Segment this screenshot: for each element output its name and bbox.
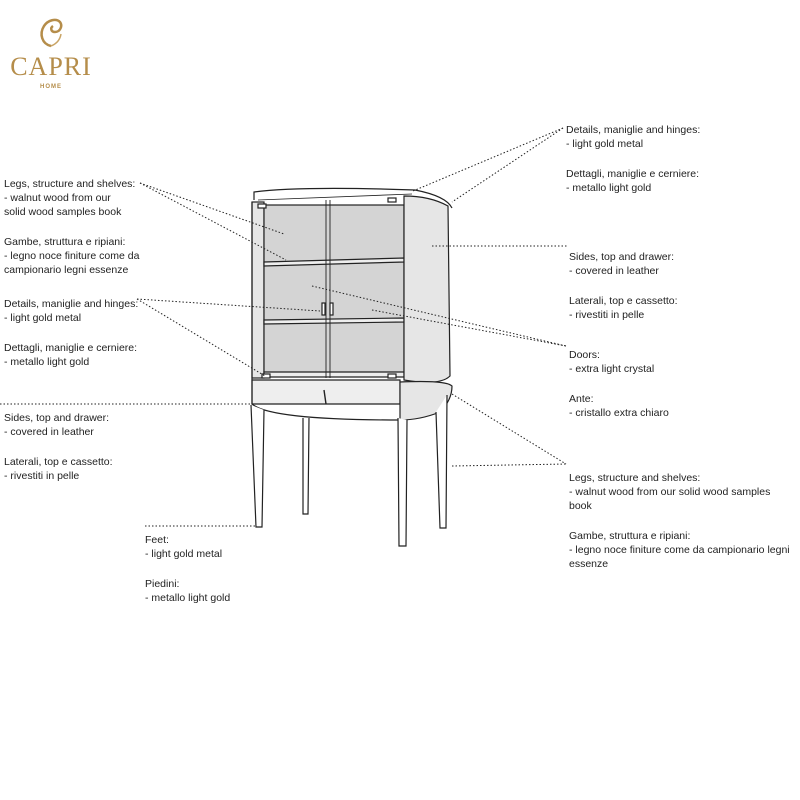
label-legs-right-it-title: Gambe, struttura e ripiani: [569,530,691,542]
label-feet-en-value: - light gold metal [145,548,223,560]
annotation-sides-left [4,411,113,499]
label-doors-en-value: - extra light crystal [569,363,655,375]
label-legs-right-en-value-1: - walnut wood from our solid wood samples [569,486,771,498]
label-details-en-value: - light gold metal [566,138,644,150]
annotation-legs-right [569,471,790,587]
label-sides-left-en-title: Sides, top and drawer: [4,412,110,424]
label-sides-right-it-value: - rivestiti in pelle [569,309,645,321]
annotation-details-top-right [566,123,700,211]
label-doors-en-title: Doors: [569,349,600,361]
label-details-it-title: Dettagli, maniglie e cerniere: [566,168,700,180]
logo-subtitle: HOME [40,84,62,90]
annotation-details-left [4,297,138,385]
label-details-left-it-value: - metallo light gold [4,356,90,368]
label-details-left-en-value: - light gold metal [4,312,82,324]
annotation-sides-right [569,250,678,338]
label-legs-it-value-2: campionario legni essenze [4,264,129,276]
label-sides-right-en-value: - covered in leather [569,265,659,277]
label-sides-left-it-title: Laterali, top e cassetto: [4,456,113,468]
annotation-doors-right [569,348,669,436]
label-sides-left-en-value: - covered in leather [4,426,94,438]
label-legs-it-title: Gambe, struttura e ripiani: [4,236,126,248]
label-doors-it-value: - cristallo extra chiaro [569,407,669,419]
label-details-en-title: Details, maniglie and hinges: [566,124,701,136]
label-sides-left-it-value: - rivestiti in pelle [4,470,80,482]
label-feet-it-value: - metallo light gold [145,592,231,604]
label-sides-right-en-title: Sides, top and drawer: [569,251,675,263]
label-legs-right-it-value-2: essenze [569,558,609,570]
label-legs-en-value-2: solid wood samples book [4,206,122,218]
label-legs-en-title: Legs, structure and shelves: [4,178,136,190]
label-legs-it-value-1: - legno noce finiture come da [4,250,140,262]
label-feet-en-title: Feet: [145,534,169,546]
label-details-left-en-title: Details, maniglie and hinges: [4,298,139,310]
label-legs-right-en-title: Legs, structure and shelves: [569,472,701,484]
label-details-left-it-title: Dettagli, maniglie e cerniere: [4,342,138,354]
label-legs-right-it-value-1: - legno noce finiture come da campionario legni [569,544,790,556]
logo-brand: CAPRI [10,52,92,81]
label-sides-right-it-title: Laterali, top e cassetto: [569,295,678,307]
label-legs-right-en-value-2: book [569,500,592,512]
label-legs-en-value-1: - walnut wood from our [4,192,111,204]
label-details-it-value: - metallo light gold [566,182,652,194]
label-doors-it-title: Ante: [569,393,594,405]
label-feet-it-title: Piedini: [145,578,180,590]
annotation-legs-left [4,177,139,293]
annotation-feet [145,533,230,621]
